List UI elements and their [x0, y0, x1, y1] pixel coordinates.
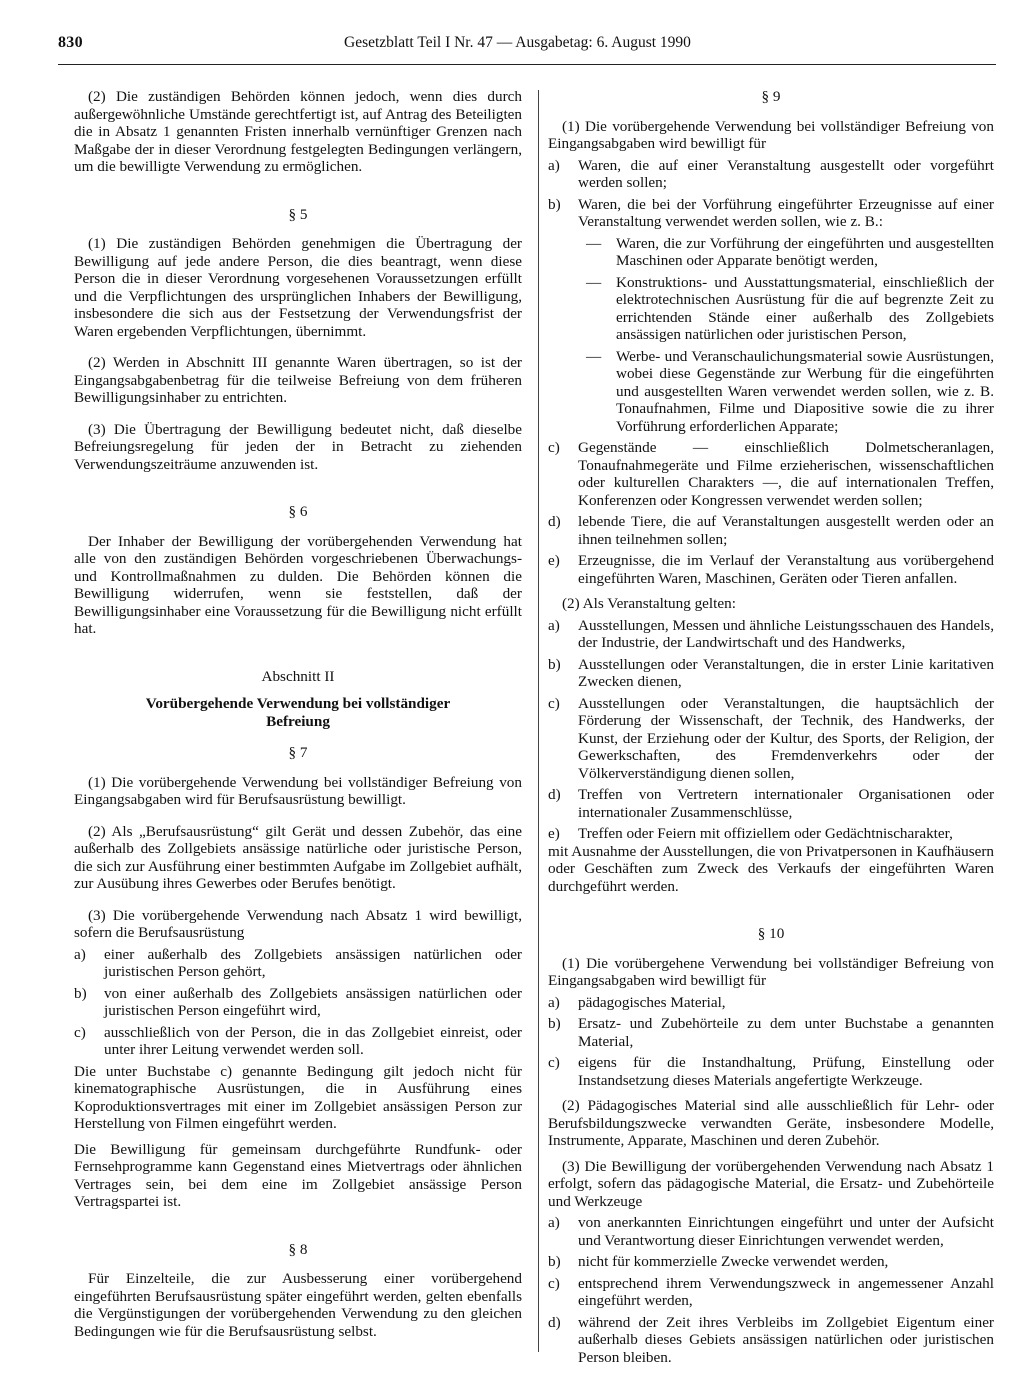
list-item	[548, 1275, 994, 1310]
item-text: Ausstellungen oder Veranstaltungen, die hauptsächlich der Förderung der Wissenschaft, der Technik, des Handwerks, der Kunst, der Erziehung oder der Kultur, des Sports, der Religion, der Gewerkschaften, des Fremdenverkehrs oder der Völkerverständigung dienen sollen,	[578, 694, 994, 782]
item-marker: c)	[74, 1023, 86, 1041]
item-marker: b)	[548, 655, 561, 673]
paragraph-8: Für Einzelteile, die zur Ausbesserung einer vorübergehend eingeführten Berufsausrüstung später eingeführt werden, gelten ebenfalls die Vergünstigungen der vorübergehenden Verwendung zu den gleichen Bedingungen wie für die Berufsausrüstung selbst.	[74, 1270, 522, 1340]
dash-marker: —	[586, 234, 602, 252]
list-item	[548, 825, 994, 843]
list-item	[74, 1024, 522, 1059]
paragraph-7-2: (2) Als „Berufsausrüstung“ gilt Gerät und dessen Zubehör, das eine außerhalb des Zollgebiets ansässige natürliche oder juristische Person, die sich zur Ausführung einer bestimmten Aufgabe im Zollgebiet aufhält, zur Ausübung ihres Gewerbes oder Berufes benötigt.	[74, 822, 522, 892]
dash-marker: —	[586, 273, 602, 291]
list-item	[548, 695, 994, 783]
column-divider	[538, 90, 539, 1352]
list-item	[548, 552, 994, 587]
list-item	[74, 985, 522, 1020]
right-column	[548, 88, 994, 1366]
item-text: Gegenstände — einschließlich Dolmetscheranlagen, Tonaufnahmegeräte und Filme erzieherischen, wissenschaftlichen oder kulturellen Charakters —, die auf internationalen Treffen, Konferenzen oder Kongressen verwendet werden sollen;	[578, 439, 994, 509]
item-text: entsprechend ihrem Verwendungszweck in angemessener Anzahl eingeführt werden,	[578, 1274, 994, 1309]
list-item	[548, 994, 994, 1012]
item-text: Treffen von Vertretern internationaler Organisationen oder internationaler Zusammenschlüsse,	[578, 786, 994, 821]
item-marker: b)	[548, 195, 561, 213]
list-item	[548, 1314, 994, 1367]
section-heading-5: § 5	[288, 205, 308, 223]
paragraph-7-1: (1) Die vorübergehende Verwendung bei vollständiger Befreiung von Eingangsabgaben wird für Berufsausrüstung bewilligt.	[74, 773, 522, 808]
item-text: Erzeugnisse, die im Verlauf der Veranstaltung aus vorübergehend eingeführten Waren, Maschinen, Geräten oder Tieren anfallen.	[578, 552, 994, 587]
item-text: Ersatz- und Zubehörteile zu dem unter Buchstabe a genannten Material,	[578, 1015, 994, 1050]
paragraph-9-2: (2) Als Veranstaltung gelten:	[562, 595, 736, 612]
item-text: nicht für kommerzielle Zwecke verwendet werden,	[578, 1253, 889, 1270]
paragraph-5-3: (3) Die Übertragung der Bewilligung bedeutet nicht, daß dieselbe Befreiungsregelung für jeden der in Betracht zu ziehenden Verwendungszeiträume anzuwenden ist.	[74, 420, 522, 473]
section-heading-9: § 9	[761, 88, 781, 105]
list-item	[74, 946, 522, 981]
item-marker: a)	[548, 993, 560, 1011]
item-text: Treffen oder Feiern mit offiziellem oder Gedächtnischarakter,	[578, 825, 953, 842]
item-text: Waren, die auf einer Veranstaltung ausgestellt oder vorgeführt werden sollen;	[578, 156, 994, 191]
item-text: von einer außerhalb des Zollgebiets ansässigen natürlichen oder juristischen Person eingeführt wird,	[104, 984, 522, 1019]
item-text: pädagogisches Material,	[578, 993, 726, 1011]
dash-item	[548, 235, 994, 270]
paragraph-6: Der Inhaber der Bewilligung der vorübergehenden Verwendung hat alle von den zuständigen Behörden vorgeschriebenen Überwachungs- und Kontrollmaßnahmen zu dulden. Die Behörden können die Bewilligung widerrufen, wenn sie feststellen, daß der Bewilligungsinhaber eine Voraussetzung für die Bewilligung nicht erfüllt hat.	[74, 532, 522, 637]
item-text: lebende Tiere, die auf Veranstaltungen ausgestellt werden oder an ihnen teilnehmen sollen;	[578, 513, 994, 548]
chapter-label: Abschnitt II	[261, 667, 335, 685]
item-text: während der Zeit ihres Verbleibs im Zollgebiet Eigentum einer außerhalb dieses Gebiets ansässigen natürlichen oder juristischen Person bleiben.	[578, 1313, 994, 1366]
item-marker: c)	[548, 1274, 560, 1292]
header-rule	[58, 64, 996, 65]
dash-item	[548, 274, 994, 344]
item-marker: c)	[548, 1054, 560, 1071]
paragraph-5-2: (2) Werden in Abschnitt III genannte Waren übertragen, so ist der Eingangsabgabenbetrag für die teilweise Befreiung von dem früheren Bewilligungsinhaber zu entrichten.	[74, 354, 522, 406]
paragraph-5-1: (1) Die zuständigen Behörden genehmigen die Übertragung der Bewilligung auf jede andere Person, die dies beantragt, wenn diese Person die in dieser Verordnung vorgesehenen Voraussetzungen erfüllt und die Verpflichtungen des ursprünglichen Inhabers der Bewilligung, insbesondere die sich aus der Festsetzung der Verwendungsfrist der Waren ergebenden Verpflichtungen, übernimmt.	[74, 235, 522, 340]
item-marker: b)	[548, 1253, 561, 1270]
item-marker: d)	[548, 786, 561, 803]
paragraph-10-1: (1) Die vorübergehene Verwendung bei vollständiger Befreiung von Eingangsabgaben wird bewilligt für	[548, 954, 994, 989]
paragraph-9-exception: mit Ausnahme der Ausstellungen, die von Privatpersonen in Kaufhäusern oder Geschäften zum Zweck des Verkaufs der eingeführten Waren durchgeführt werden.	[548, 842, 994, 895]
item-text: einer außerhalb des Zollgebiets ansässigen natürlichen oder juristischen Person gehört,	[104, 945, 522, 980]
paragraph-9-1: (1) Die vorübergehende Verwendung bei vollständiger Befreiung von Eingangsabgaben wird bewilligt für	[548, 117, 994, 152]
item-marker: a)	[548, 156, 560, 174]
section-heading-10: § 10	[757, 925, 785, 942]
item-marker: b)	[74, 984, 87, 1002]
list-item	[548, 196, 994, 231]
dash-text: Konstruktions- und Ausstattungsmaterial, einschließlich der elektrotechnischen Ausrüstung für die auf begrenzte Zeit zu errichtenden Stände einer außerhalb des Zollgebiets ansässigen natürlichen oder juristischen Person,	[616, 273, 994, 343]
paragraph-4-2: (2) Die zuständigen Behörden können jedoch, wenn dies durch außergewöhnliche Umstände gerechtfertigt ist, auf Antrag des Beteiligten die in Absatz 1 genannten Fristen innerhalb vernünftiger Grenzen nach Maßgabe der in dieser Verordnung festgelegten Bedingungen verlängern, um die bewilligte Verwendung zu ermöglichen.	[74, 88, 522, 175]
section-heading-6: § 6	[288, 503, 308, 520]
list-item	[548, 617, 994, 652]
left-column	[74, 88, 522, 1340]
list-item	[548, 1253, 994, 1271]
item-marker: e)	[548, 552, 560, 569]
paragraph-7-broadcast: Die Bewilligung für gemeinsam durchgeführte Rundfunk- oder Fernsehprogramme kann Gegenstand eines Mietvertrags oder ähnlichen Vertrages sein, bei dem eine im Zollgebiet ansässige Person Vertragspartei ist.	[74, 1140, 522, 1210]
item-marker: a)	[74, 945, 86, 963]
item-marker: a)	[548, 616, 560, 634]
paragraph-10-3: (3) Die Bewilligung der vorübergehenden Verwendung nach Absatz 1 erfolgt, sofern das pädagogische Material, die Ersatz- und Zubehörteile und Werkzeuge	[548, 1157, 994, 1210]
list-item	[548, 1054, 994, 1089]
page-header	[58, 34, 992, 60]
page-number: 830	[58, 34, 83, 51]
item-marker: b)	[548, 1015, 561, 1032]
item-marker: d)	[548, 1313, 561, 1331]
dash-item	[548, 348, 994, 436]
paragraph-7-3: (3) Die vorübergehende Verwendung nach Absatz 1 wird bewilligt, sofern die Berufsausrüstung	[74, 906, 522, 941]
item-marker: d)	[548, 513, 561, 530]
item-text: Ausstellungen, Messen und ähnliche Leistungsschauen des Handels, der Industrie, der Landwirtschaft und des Handwerks,	[578, 616, 994, 651]
list-item	[548, 513, 994, 548]
paragraph-10-2: (2) Pädagogisches Material sind alle ausschließlich für Lehr- oder Berufsbildungszwecke verwandten Geräte, insbesondere Modelle, Instrumente, Apparate, Maschinen und deren Zubehör.	[548, 1097, 994, 1149]
list-item	[548, 157, 994, 192]
list-item	[548, 1015, 994, 1050]
dash-marker: —	[586, 347, 602, 365]
running-head: Gesetzblatt Teil I Nr. 47 — Ausgabetag: 6. August 1990	[344, 34, 691, 51]
dash-text: Waren, die zur Vorführung der eingeführten und ausgestellten Maschinen oder Apparate benötigt werden,	[616, 234, 994, 269]
list-item	[548, 786, 994, 821]
item-marker: e)	[548, 825, 560, 842]
item-text: Ausstellungen oder Veranstaltungen, die in erster Linie karitativen Zwecken dienen,	[578, 655, 994, 690]
section-heading-8: § 8	[288, 1240, 308, 1258]
list-item	[548, 1214, 994, 1249]
item-marker: c)	[548, 439, 560, 456]
item-marker: a)	[548, 1214, 560, 1231]
item-text: Waren, die bei der Vorführung eingeführter Erzeugnisse auf einer Veranstaltung verwendet werden sollen, wie z. B.:	[578, 195, 994, 230]
chapter-title: Vorübergehende Verwendung bei vollständiger Befreiung	[145, 695, 451, 730]
list-item	[548, 439, 994, 509]
list-item	[548, 656, 994, 691]
dash-text: Werbe- und Veranschaulichungsmaterial sowie Ausrüstungen, wobei diese Gegenstände zur Werbung für die eingeführten und ausgestellten Waren verwendet werden sollen, wie z. B. Tonaufnahmen, Filme und Diapositive sowie die zu ihrer Vorführung erforderlichen Apparate;	[616, 347, 994, 435]
item-text: ausschließlich von der Person, die in das Zollgebiet einreist, oder unter ihrer Leitung verwendet werden soll.	[104, 1023, 522, 1058]
item-text: von anerkannten Einrichtungen eingeführt und unter der Aufsicht und Verantwortung dieser Einrichtungen verwendet werden,	[578, 1214, 994, 1249]
item-marker: c)	[548, 694, 560, 712]
item-text: eigens für die Instandhaltung, Prüfung, Einstellung oder Instandsetzung dieses Materials angefertigte Werkzeuge.	[578, 1054, 994, 1089]
paragraph-7-condition: Die unter Buchstabe c) genannte Bedingung gilt jedoch nicht für kinematographische Ausrüstungen, die in Ausführung eines Koproduktionsvertrages mit einer im Zollgebiet ansässigen Person zur Herstellung von Filmen eingeführt werden.	[74, 1062, 522, 1132]
section-heading-7: § 7	[288, 744, 308, 761]
